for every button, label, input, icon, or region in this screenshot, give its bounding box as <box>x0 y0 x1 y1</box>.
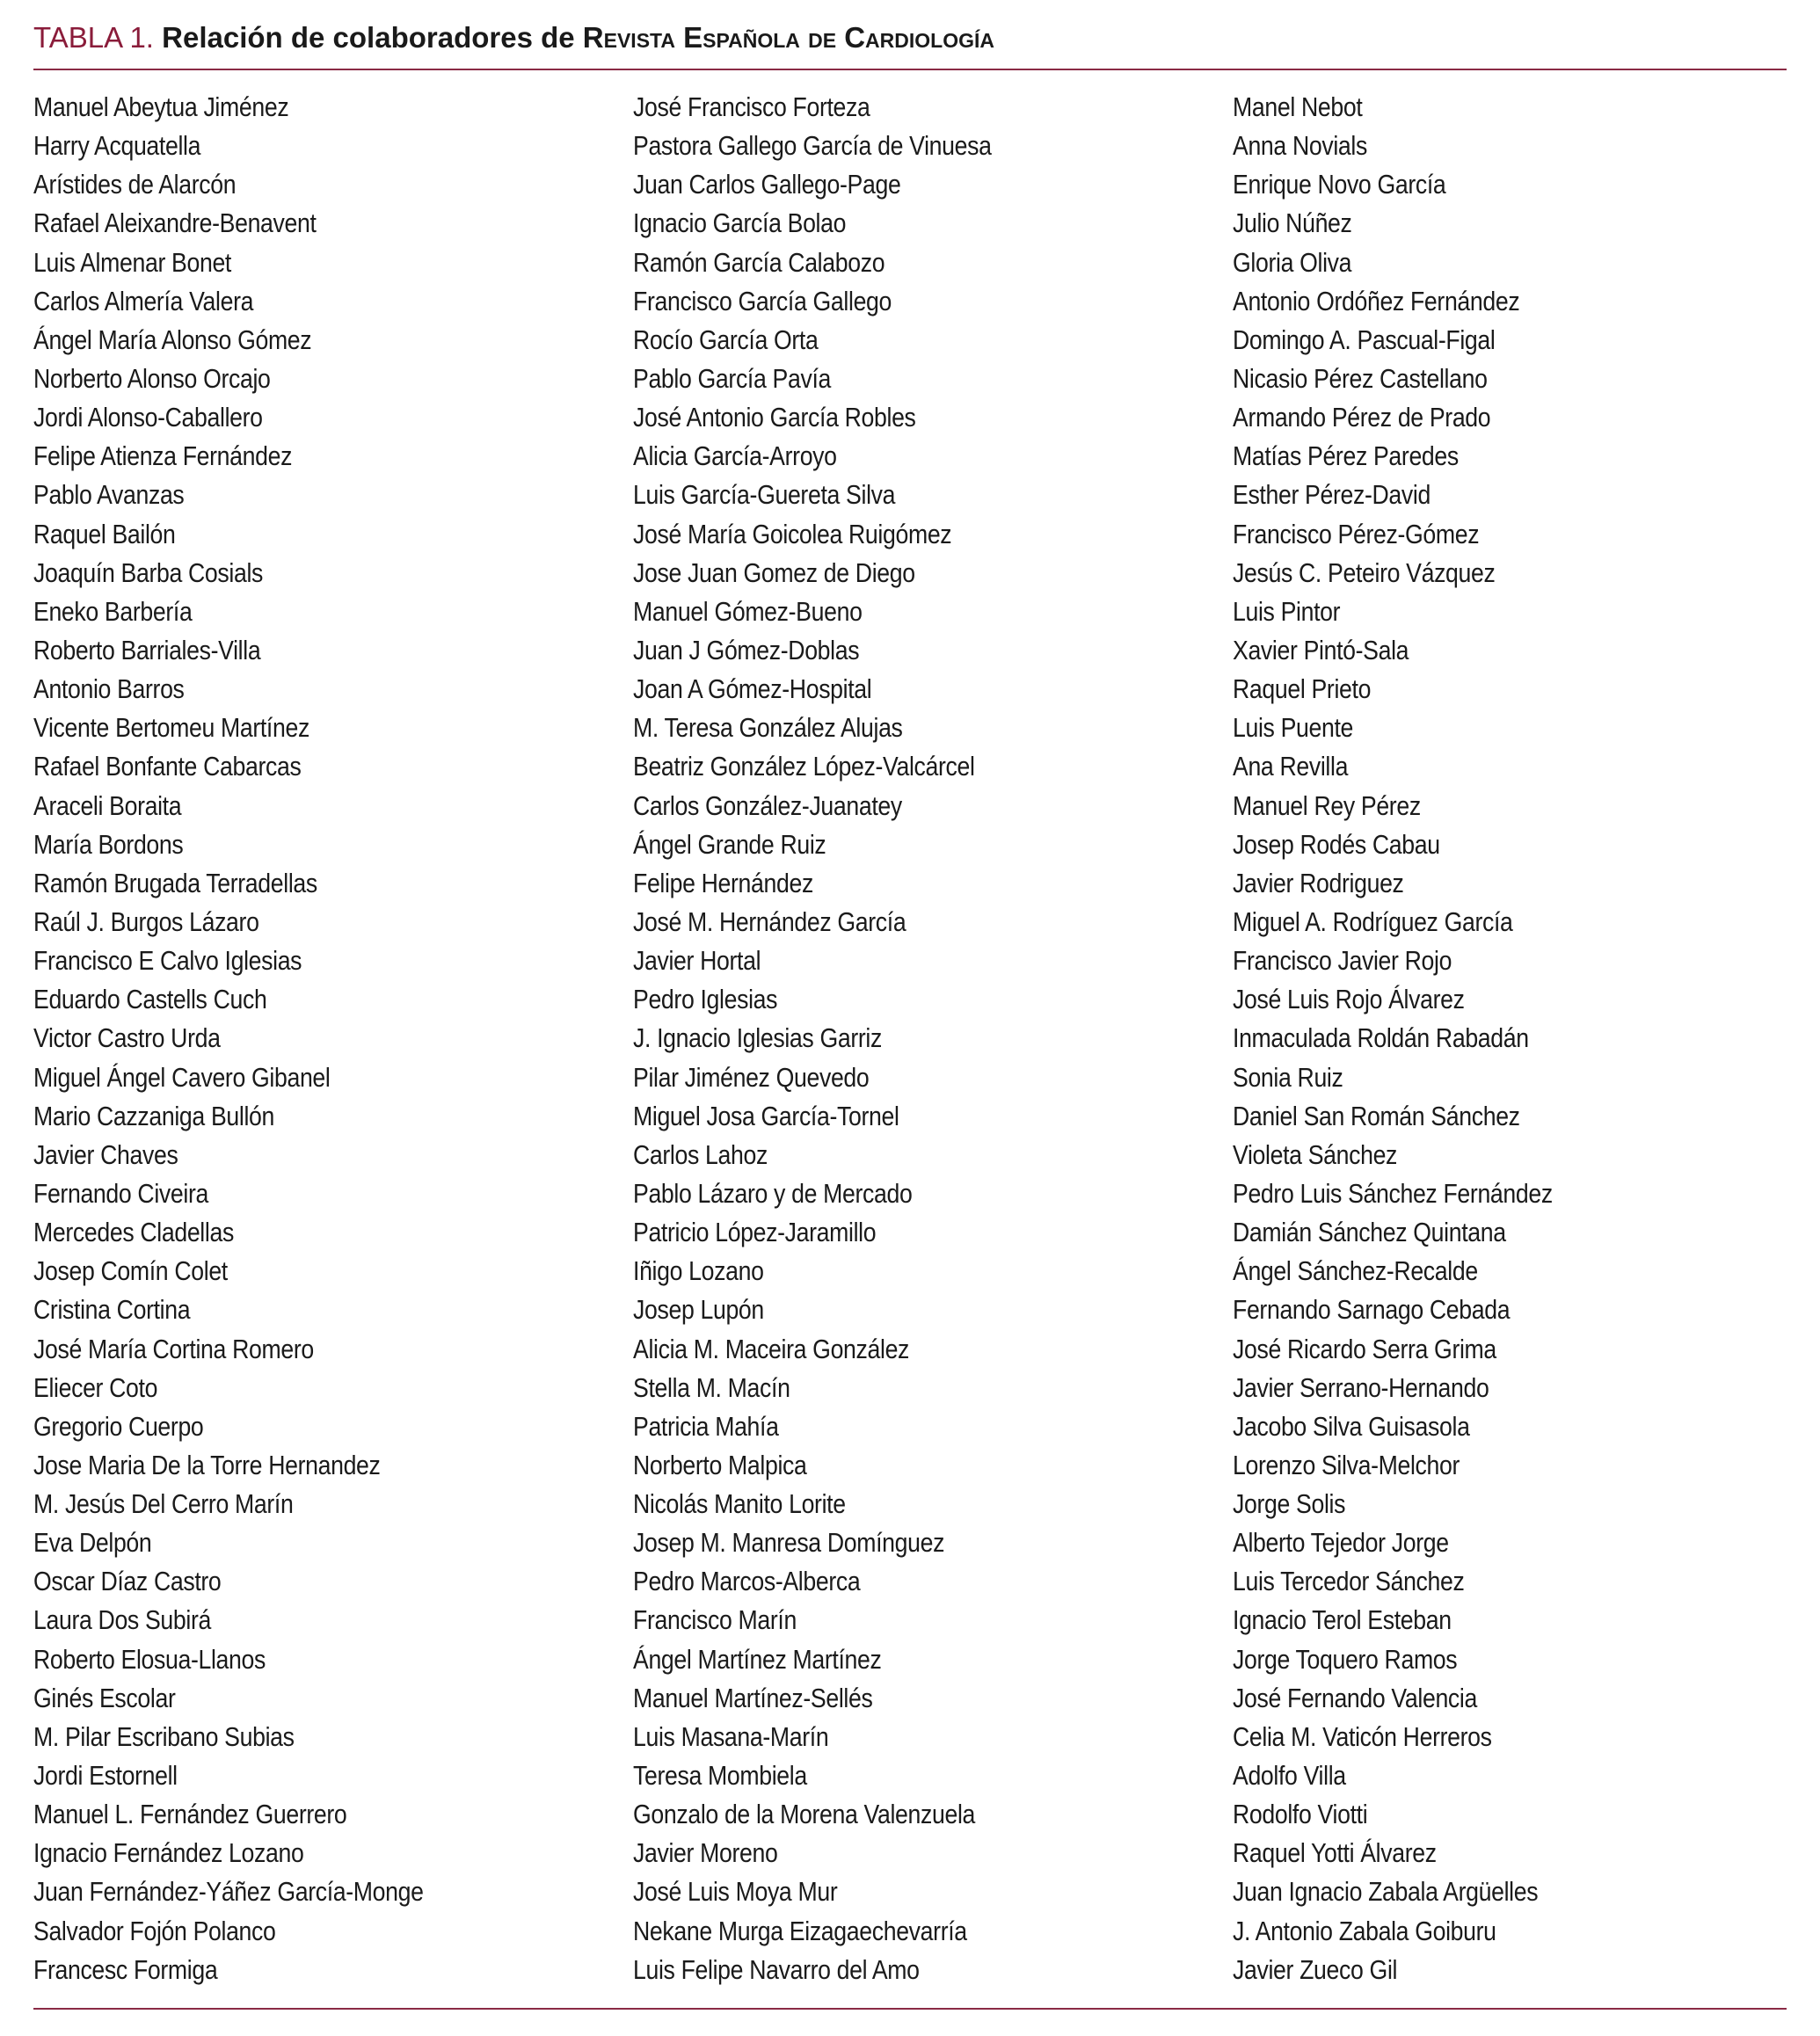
collaborator-name: M. Teresa González Alujas <box>633 712 903 744</box>
collaborator-name: Josep Lupón <box>633 1294 764 1326</box>
collaborator-name: Gregorio Cuerpo <box>33 1410 204 1442</box>
collaborator-name: Luis Felipe Navarro del Amo <box>633 1953 920 1985</box>
collaborator-name: Josep M. Manresa Domínguez <box>633 1527 945 1559</box>
collaborator-name: Manuel Martínez-Sellés <box>633 1682 873 1713</box>
bottom-rule <box>33 2008 1787 2010</box>
collaborator-name: Jordi Alonso-Caballero <box>33 402 263 433</box>
collaborator-name: Norberto Alonso Orcajo <box>33 362 271 394</box>
collaborator-name: Francesc Formiga <box>33 1953 218 1985</box>
collaborator-name: Vicente Bertomeu Martínez <box>33 712 309 744</box>
collaborator-name: Salvador Fojón Polanco <box>33 1915 276 1946</box>
collaborator-name: Mercedes Cladellas <box>33 1217 234 1248</box>
collaborator-name: Juan Fernández-Yáñez García-Monge <box>33 1876 424 1908</box>
collaborator-name: Joan A Gómez-Hospital <box>633 673 872 705</box>
collaborator-name: Rocío García Orta <box>633 324 819 355</box>
collaborator-name: Jorge Toquero Ramos <box>1233 1643 1458 1675</box>
collaborator-name: Jordi Estornell <box>33 1760 178 1792</box>
collaborator-name: José M. Hernández García <box>633 905 906 937</box>
collaborator-name: Francisco Marín <box>633 1604 797 1636</box>
collaborator-name: Antonio Barros <box>33 673 185 705</box>
collaborator-name: Arístides de Alarcón <box>33 169 237 200</box>
collaborator-name: Miguel Josa García-Tornel <box>633 1100 899 1131</box>
collaborator-name: Manuel L. Fernández Guerrero <box>33 1799 347 1830</box>
collaborator-name: Alicia García-Arroyo <box>633 440 837 472</box>
collaborator-name: José Ricardo Serra Grima <box>1233 1333 1496 1364</box>
collaborator-name: Juan Carlos Gallego-Page <box>633 169 901 200</box>
collaborator-name: Joaquín Barba Cosials <box>33 556 264 588</box>
collaborator-name: Daniel San Román Sánchez <box>1233 1100 1520 1131</box>
collaborator-name: Ana Revilla <box>1233 751 1349 782</box>
collaborator-name: Armando Pérez de Prado <box>1233 402 1491 433</box>
collaborator-name: Pilar Jiménez Quevedo <box>633 1061 870 1093</box>
collaborator-name: Roberto Elosua-Llanos <box>33 1643 266 1675</box>
collaborator-name: José Luis Moya Mur <box>633 1876 838 1908</box>
names-column-3 <box>1233 88 1605 1989</box>
collaborator-name: Enrique Novo García <box>1233 169 1446 200</box>
collaborator-name: Alicia M. Maceira González <box>633 1333 910 1364</box>
collaborator-name: Nicolás Manito Lorite <box>633 1488 846 1520</box>
collaborator-name: Fernando Sarnago Cebada <box>1233 1294 1511 1326</box>
collaborator-name: Raquel Bailón <box>33 518 176 549</box>
collaborator-name: Cristina Cortina <box>33 1294 191 1326</box>
collaborator-name: Eneko Barbería <box>33 595 193 627</box>
top-rule <box>33 69 1787 70</box>
collaborator-name: Rodolfo Viotti <box>1233 1799 1368 1830</box>
collaborator-name: Pedro Marcos-Alberca <box>633 1566 861 1597</box>
collaborator-name: Francisco Pérez-Gómez <box>1233 518 1480 549</box>
collaborator-name: Inmaculada Roldán Rabadán <box>1233 1022 1529 1054</box>
collaborator-name: Harry Acquatella <box>33 130 201 162</box>
collaborator-name: Lorenzo Silva-Melchor <box>1233 1449 1460 1480</box>
collaborator-name: Javier Hortal <box>633 945 761 977</box>
collaborator-name: José Luis Rojo Álvarez <box>1233 984 1465 1015</box>
collaborator-name: Violeta Sánchez <box>1233 1138 1398 1170</box>
collaborator-name: Pablo Lázaro y de Mercado <box>633 1177 913 1209</box>
collaborator-name: Ramón García Calabozo <box>633 246 885 278</box>
collaborator-name: Carlos Lahoz <box>633 1138 768 1170</box>
collaborator-name: Francisco García Gallego <box>633 285 892 316</box>
collaborator-name: Carlos González-Juanatey <box>633 789 902 821</box>
collaborator-name: Teresa Mombiela <box>633 1760 807 1792</box>
collaborator-name: Luis Tercedor Sánchez <box>1233 1566 1465 1597</box>
collaborator-name: José Fernando Valencia <box>1233 1682 1477 1713</box>
collaborator-name: Javier Zueco Gil <box>1233 1953 1398 1985</box>
names-column-1 <box>33 88 487 1989</box>
collaborator-name: Josep Comín Colet <box>33 1255 228 1287</box>
collaborator-name: Patricio López-Jaramillo <box>633 1217 877 1248</box>
collaborator-name: Jesús C. Peteiro Vázquez <box>1233 556 1496 588</box>
collaborator-name: Francisco E Calvo Iglesias <box>33 945 302 977</box>
collaborator-name: Gonzalo de la Morena Valenzuela <box>633 1799 976 1830</box>
collaborator-name: Alberto Tejedor Jorge <box>1233 1527 1449 1559</box>
collaborator-name: Adolfo Villa <box>1233 1760 1346 1792</box>
collaborator-name: Felipe Atienza Fernández <box>33 440 293 472</box>
collaborator-name: Oscar Díaz Castro <box>33 1566 222 1597</box>
collaborator-name: Luis Masana-Marín <box>633 1720 829 1752</box>
collaborator-name: Ignacio García Bolao <box>633 207 847 239</box>
collaborator-name: Javier Serrano-Hernando <box>1233 1371 1489 1403</box>
collaborator-name: Luis García-Guereta Silva <box>633 479 896 511</box>
collaborator-name: Luis Almenar Bonet <box>33 246 232 278</box>
collaborator-name: Norberto Malpica <box>633 1449 807 1480</box>
table-label: TABLA 1. <box>33 21 154 54</box>
collaborator-name: Patricia Mahía <box>633 1410 779 1442</box>
collaborator-name: Ginés Escolar <box>33 1682 176 1713</box>
collaborator-name: Roberto Barriales-Villa <box>33 634 261 665</box>
collaborator-name: Ángel Sánchez-Recalde <box>1233 1255 1478 1287</box>
collaborator-name: Xavier Pintó-Sala <box>1233 634 1409 665</box>
collaborator-name: Victor Castro Urda <box>33 1022 221 1054</box>
collaborator-name: J. Ignacio Iglesias Garriz <box>633 1022 882 1054</box>
collaborator-name: Damián Sánchez Quintana <box>1233 1217 1506 1248</box>
collaborator-name: M. Jesús Del Cerro Marín <box>33 1488 294 1520</box>
collaborator-name: Rafael Bonfante Cabarcas <box>33 751 302 782</box>
collaborator-name: Carlos Almería Valera <box>33 285 254 316</box>
collaborator-name: Raquel Prieto <box>1233 673 1372 705</box>
collaborator-name: M. Pilar Escribano Subias <box>33 1720 295 1752</box>
collaborator-name: Stella M. Macín <box>633 1371 790 1403</box>
collaborator-name: María Bordons <box>33 828 184 860</box>
collaborator-name: J. Antonio Zabala Goiburu <box>1233 1915 1496 1946</box>
collaborator-name: Pastora Gallego García de Vinuesa <box>633 130 992 162</box>
collaborator-name: Raquel Yotti Álvarez <box>1233 1837 1437 1869</box>
collaborator-name: Ignacio Terol Esteban <box>1233 1604 1452 1636</box>
collaborator-name: Miguel Ángel Cavero Gibanel <box>33 1061 331 1093</box>
names-column-2 <box>633 88 1050 1989</box>
collaborator-name: José María Cortina Romero <box>33 1333 314 1364</box>
collaborator-name: Ramón Brugada Terradellas <box>33 867 317 898</box>
collaborator-name: Ángel María Alonso Gómez <box>33 324 312 355</box>
collaborator-name: Miguel A. Rodríguez García <box>1233 905 1513 937</box>
collaborator-name: Javier Rodriguez <box>1233 867 1404 898</box>
collaborator-name: Ángel Grande Ruiz <box>633 828 826 860</box>
collaborator-name: Gloria Oliva <box>1233 246 1352 278</box>
collaborator-name: Fernando Civeira <box>33 1177 208 1209</box>
collaborator-name: Celia M. Vaticón Herreros <box>1233 1720 1492 1752</box>
collaborator-name: Domingo A. Pascual-Figal <box>1233 324 1496 355</box>
collaborator-name: Javier Moreno <box>633 1837 778 1869</box>
collaborator-name: Felipe Hernández <box>633 867 813 898</box>
collaborator-name: Manuel Rey Pérez <box>1233 789 1421 821</box>
collaborator-name: Sonia Ruiz <box>1233 1061 1343 1093</box>
journal-name: Revista Española de Cardiología <box>582 21 994 54</box>
collaborator-name: Eduardo Castells Cuch <box>33 984 267 1015</box>
collaborator-name: Francisco Javier Rojo <box>1233 945 1452 977</box>
collaborator-name: Nicasio Pérez Castellano <box>1233 362 1488 394</box>
collaborator-name: Pablo Avanzas <box>33 479 185 511</box>
collaborator-name: Pedro Luis Sánchez Fernández <box>1233 1177 1553 1209</box>
collaborator-name: Raúl J. Burgos Lázaro <box>33 905 259 937</box>
collaborator-name: Pedro Iglesias <box>633 984 778 1015</box>
collaborator-name: Juan J Gómez-Doblas <box>633 634 860 665</box>
collaborator-name: Anna Novials <box>1233 130 1367 162</box>
table-title <box>33 16 994 60</box>
collaborator-name: Esther Pérez-David <box>1233 479 1431 511</box>
collaborator-name: Pablo García Pavía <box>633 362 831 394</box>
collaborator-name: Jorge Solis <box>1233 1488 1346 1520</box>
collaborator-name: Luis Puente <box>1233 712 1354 744</box>
collaborator-name: José María Goicolea Ruigómez <box>633 518 952 549</box>
collaborator-name: Nekane Murga Eizagaechevarría <box>633 1915 967 1946</box>
collaborator-name: Jose Maria De la Torre Hernandez <box>33 1449 381 1480</box>
title-prefix: Relación de colaboradores de <box>162 21 575 54</box>
collaborator-name: Luis Pintor <box>1233 595 1341 627</box>
collaborator-name: Iñigo Lozano <box>633 1255 764 1287</box>
collaborator-name: Manuel Abeytua Jiménez <box>33 91 289 122</box>
collaborator-name: Julio Núñez <box>1233 207 1352 239</box>
collaborator-name: Laura Dos Subirá <box>33 1604 211 1636</box>
collaborator-name: Jacobo Silva Guisasola <box>1233 1410 1470 1442</box>
collaborator-name: Jose Juan Gomez de Diego <box>633 556 915 588</box>
collaborator-name: Antonio Ordóñez Fernández <box>1233 285 1520 316</box>
collaborator-name: Manuel Gómez-Bueno <box>633 595 863 627</box>
collaborator-name: José Francisco Forteza <box>633 91 870 122</box>
collaborator-name: Ignacio Fernández Lozano <box>33 1837 304 1869</box>
collaborator-name: Juan Ignacio Zabala Argüelles <box>1233 1876 1539 1908</box>
collaborator-name: Rafael Aleixandre-Benavent <box>33 207 317 239</box>
collaborator-name: Ángel Martínez Martínez <box>633 1643 882 1675</box>
collaborator-name: Manel Nebot <box>1233 91 1363 122</box>
collaborator-name: Mario Cazzaniga Bullón <box>33 1100 274 1131</box>
collaborator-name: José Antonio García Robles <box>633 402 916 433</box>
collaborator-name: Matías Pérez Paredes <box>1233 440 1459 472</box>
collaborator-name: Beatriz González López-Valcárcel <box>633 751 975 782</box>
collaborator-name: Josep Rodés Cabau <box>1233 828 1440 860</box>
collaborator-name: Eliecer Coto <box>33 1371 158 1403</box>
collaborator-name: Eva Delpón <box>33 1527 152 1559</box>
collaborator-name: Araceli Boraita <box>33 789 182 821</box>
collaborator-name: Javier Chaves <box>33 1138 178 1170</box>
